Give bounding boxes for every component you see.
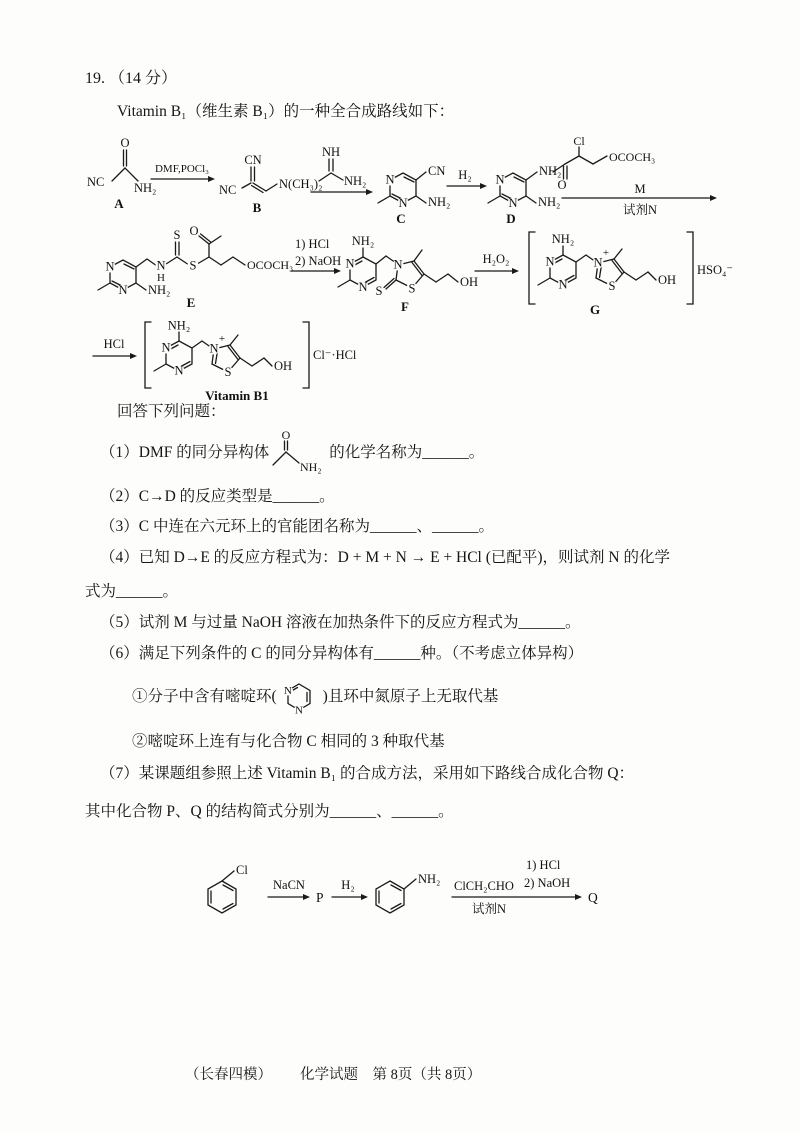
atom-label: N <box>508 196 518 210</box>
reaction-arrow-hcl-naoh <box>291 237 341 274</box>
counter-ion-label: HSO₄⁻ <box>697 263 733 277</box>
atom-label: NH <box>321 145 341 159</box>
structure-chlorobenzene <box>208 863 248 913</box>
structure-d <box>488 164 561 226</box>
compound-label-p: P <box>316 890 324 905</box>
bracket-left <box>145 322 151 388</box>
atom-label: S <box>608 279 616 293</box>
answer-prompt: 回答下列问题： <box>117 403 226 420</box>
atom-label: CN <box>428 164 446 178</box>
atom-label: NH₂ <box>300 460 322 474</box>
reaction-arrow-m-n <box>562 182 717 217</box>
bracket-left <box>529 232 535 304</box>
reagent-label: 2) NaOH <box>295 254 342 268</box>
atom-label: NC <box>87 175 105 189</box>
atom-label: N <box>118 283 128 297</box>
atom-label: N <box>495 172 505 187</box>
reagent-label: H₂O₂ <box>482 252 510 266</box>
structure-e <box>98 224 293 310</box>
question-3: （3）C 中连在六元环上的官能团名称为______、______。 <box>100 518 494 535</box>
question-7: （7）某课题组参照上述 Vitamin B₁ 的合成方法，采用如下路线合成化合物 Q： <box>100 765 635 782</box>
question-6: （6）满足下列条件的 C 的同分异构体有______种。（不考虑立体异构） <box>100 645 584 662</box>
atom-label: NH₂ <box>418 872 441 886</box>
atom-label: N <box>593 255 603 270</box>
atom-label: NH₂ <box>148 283 171 297</box>
atom-label: Cl <box>236 863 248 877</box>
reaction-scheme-row1 <box>85 136 800 238</box>
atom-label: NH₂ <box>538 195 561 209</box>
question-6-item2: ②嘧啶环上连有与化合物 C 相同的 3 种取代基 <box>132 733 445 750</box>
compound-label-f: F <box>401 299 409 314</box>
atom-label: N <box>283 685 292 697</box>
question-7-line2: 其中化合物 P、Q 的结构简式分别为______、______。 <box>85 803 454 820</box>
reagent-label: H₂ <box>458 168 472 182</box>
question-5: （5）试剂 M 与过量 NaOH 溶液在加热条件下的反应方程式为______。 <box>100 614 581 631</box>
charge-label: + <box>218 333 226 345</box>
compound-label-c: C <box>396 211 406 226</box>
compound-label-d: D <box>506 211 516 226</box>
question-number: 19. （14 分） <box>85 70 178 87</box>
question-4-line1: （4）已知 D→E 的反应方程式为：D + M + N → E + HCl (已配平)，则试剂 N 的化学 <box>100 549 671 566</box>
question-6-item1-post: )且环中氮原子上无取代基 <box>322 687 499 705</box>
atom-label: N <box>393 257 403 272</box>
structure-b <box>219 153 322 215</box>
charge-label: + <box>602 247 610 259</box>
atom-label: N <box>385 172 395 187</box>
atom-label: NH₂ <box>167 318 191 333</box>
atom-label: CN <box>244 153 262 167</box>
question-6-item1 <box>132 672 498 722</box>
atom-label: S <box>375 284 383 298</box>
reaction-arrow-h2b <box>332 878 368 900</box>
compound-label-e: E <box>186 295 196 310</box>
footer-page-info: 化学试题 第 8页（共 8页） <box>300 1067 482 1083</box>
reagent-label: 2) NaOH <box>524 876 571 890</box>
atom-label: O <box>281 428 291 442</box>
atom-label: N <box>105 259 115 274</box>
atom-label: NH₂ <box>539 164 562 178</box>
atom-label: N <box>398 196 408 210</box>
reaction-arrow-h2 <box>447 168 487 189</box>
compound-label-a: A <box>114 196 124 211</box>
reagent-label: 1) HCl <box>295 237 330 251</box>
atom-label: OH <box>460 275 479 289</box>
reagent-label: NaCN <box>273 878 305 892</box>
compound-label-q: Q <box>588 890 598 905</box>
reaction-arrow-clch2cho <box>452 858 582 916</box>
reaction-scheme-q7 <box>190 852 620 930</box>
atom-label: O <box>189 224 199 238</box>
atom-label: NC <box>219 183 237 197</box>
question-1-pre: （1）DMF 的同分异构体 <box>100 443 270 461</box>
question-1 <box>100 430 484 476</box>
question-6-item1-pre: ①分子中含有嘧啶环( <box>132 687 277 705</box>
reagent-label: ClCH₂CHO <box>454 879 514 893</box>
compound-label-g: G <box>589 302 601 317</box>
structure-f <box>338 234 478 314</box>
atom-label: NH₂ <box>551 232 575 246</box>
atom-label: OH <box>658 273 677 287</box>
structure-c <box>378 164 450 226</box>
structure-benzylamine <box>376 872 440 913</box>
reagent-label: DMF,POCl₃ <box>154 163 210 175</box>
reagent-label: HCl <box>103 337 125 351</box>
atom-label: OCOCH₃ <box>609 150 656 164</box>
atom-label: N <box>545 254 555 269</box>
structure-a <box>87 136 156 211</box>
reagent-label-n: 试剂N <box>622 203 658 217</box>
question-4-line2: 式为______。 <box>85 583 179 600</box>
atom-label: S <box>173 228 181 242</box>
atom-label: N <box>161 340 171 355</box>
reaction-scheme-row3 <box>85 318 800 404</box>
footer-source: （长春四模） <box>185 1067 272 1083</box>
atom-label: N <box>358 280 368 294</box>
atom-label: NH₂ <box>351 234 375 248</box>
structure-acetamide <box>269 430 329 476</box>
atom-label: NH₂ <box>344 174 367 188</box>
atom-label: N <box>345 256 355 271</box>
question-2: （2）C→D 的反应类型是______。 <box>100 488 335 505</box>
bracket-right <box>303 322 309 388</box>
atom-label: N(CH₃)₂ <box>279 177 323 191</box>
reaction-scheme-row2 <box>85 224 800 318</box>
compound-label-vitamin-b1: Vitamin B1 <box>205 388 269 403</box>
structure-pyrimidine-ring <box>277 672 323 722</box>
atom-label: OCOCH₃ <box>247 258 294 272</box>
atom-label: N <box>294 704 303 717</box>
atom-label: N <box>156 258 166 273</box>
reaction-arrow-hcl <box>93 337 137 359</box>
atom-label: O <box>120 136 130 150</box>
reaction-arrow-nacn <box>268 878 310 900</box>
structure-g <box>529 232 733 317</box>
intro-text: Vitamin B₁（维生素 B₁）的一种全合成路线如下： <box>117 103 455 120</box>
structure-vitamin-b1 <box>145 319 357 404</box>
reagent-label: H₂ <box>341 878 355 892</box>
reaction-arrow-h2o2 <box>475 252 519 274</box>
atom-label: H <box>157 272 165 284</box>
reagent-label: 1) HCl <box>526 858 561 872</box>
atom-label: N <box>558 277 568 292</box>
atom-label: S <box>408 281 416 296</box>
atom-label: NH₂ <box>134 181 157 195</box>
reagent-label: 试剂N <box>472 902 507 916</box>
atom-label: O <box>557 178 567 192</box>
atom-label: N <box>209 341 219 356</box>
counter-ion-label: Cl⁻·HCl <box>313 348 357 362</box>
atom-label: S <box>189 258 197 273</box>
reagent-label-m: M <box>634 182 646 196</box>
atom-label: N <box>174 363 184 378</box>
atom-label: Cl <box>573 134 585 148</box>
compound-label-b: B <box>252 200 262 215</box>
bracket-right <box>687 232 693 304</box>
atom-label: NH₂ <box>428 195 451 209</box>
question-1-post: 的化学名称为______。 <box>329 443 485 461</box>
atom-label: S <box>224 365 232 379</box>
reaction-arrow-dmf <box>151 163 215 182</box>
atom-label: OH <box>274 359 293 373</box>
